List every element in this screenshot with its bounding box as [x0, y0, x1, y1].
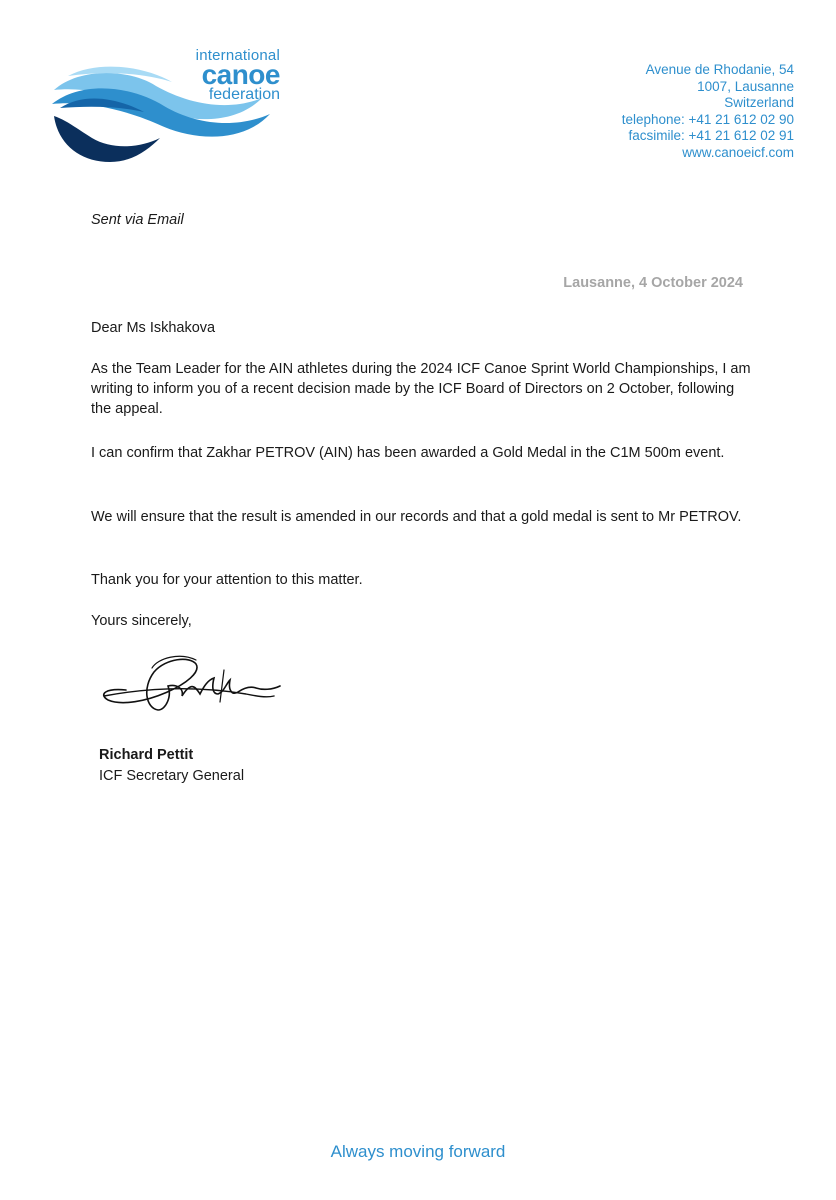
paragraph-confirmation: I can confirm that Zakhar PETROV (AIN) has been awarded a Gold Medal in the C1M 500m event.	[91, 445, 725, 461]
logo-wordmark	[182, 48, 280, 103]
address-country: Switzerland	[724, 95, 794, 111]
logo-line-international: international	[195, 47, 280, 64]
address-street: Avenue de Rhodanie, 54	[645, 62, 794, 77]
signatory-title: ICF Secretary General	[99, 768, 245, 784]
sent-via-note: Sent via Email	[91, 212, 184, 228]
paragraph-records: We will ensure that the result is amended in our records and that a gold medal is sent to Mr PETROV.	[91, 509, 742, 525]
letterhead-address	[622, 62, 794, 162]
footer-tagline: Always moving forward	[330, 1142, 506, 1161]
address-website: www.canoeicf.com	[682, 144, 794, 160]
address-facsimile: facsimile: +41 21 612 02 91	[628, 128, 794, 144]
logo-line-federation: federation	[208, 86, 280, 103]
icf-logo	[48, 46, 280, 176]
logo-line-canoe: canoe	[201, 59, 280, 90]
paragraph-team-leader: As the Team Leader for the AIN athletes during the 2024 ICF Canoe Sprint World Championships, I am writing to inform you of a recent decision made by the ICF Board of Directors on 2 October, following the appeal.	[91, 361, 751, 417]
address-city: 1007, Lausanne	[697, 78, 794, 94]
signatory-name: Richard Pettit	[99, 747, 194, 763]
address-telephone: telephone: +41 21 612 02 90	[621, 111, 794, 127]
salutation: Dear Ms Iskhakova	[91, 320, 216, 336]
closing: Yours sincerely,	[91, 613, 192, 629]
paragraph-thanks: Thank you for your attention to this matter.	[91, 572, 363, 588]
signature-image	[96, 650, 286, 720]
letter-date: Lausanne, 4 October 2024	[563, 275, 743, 291]
